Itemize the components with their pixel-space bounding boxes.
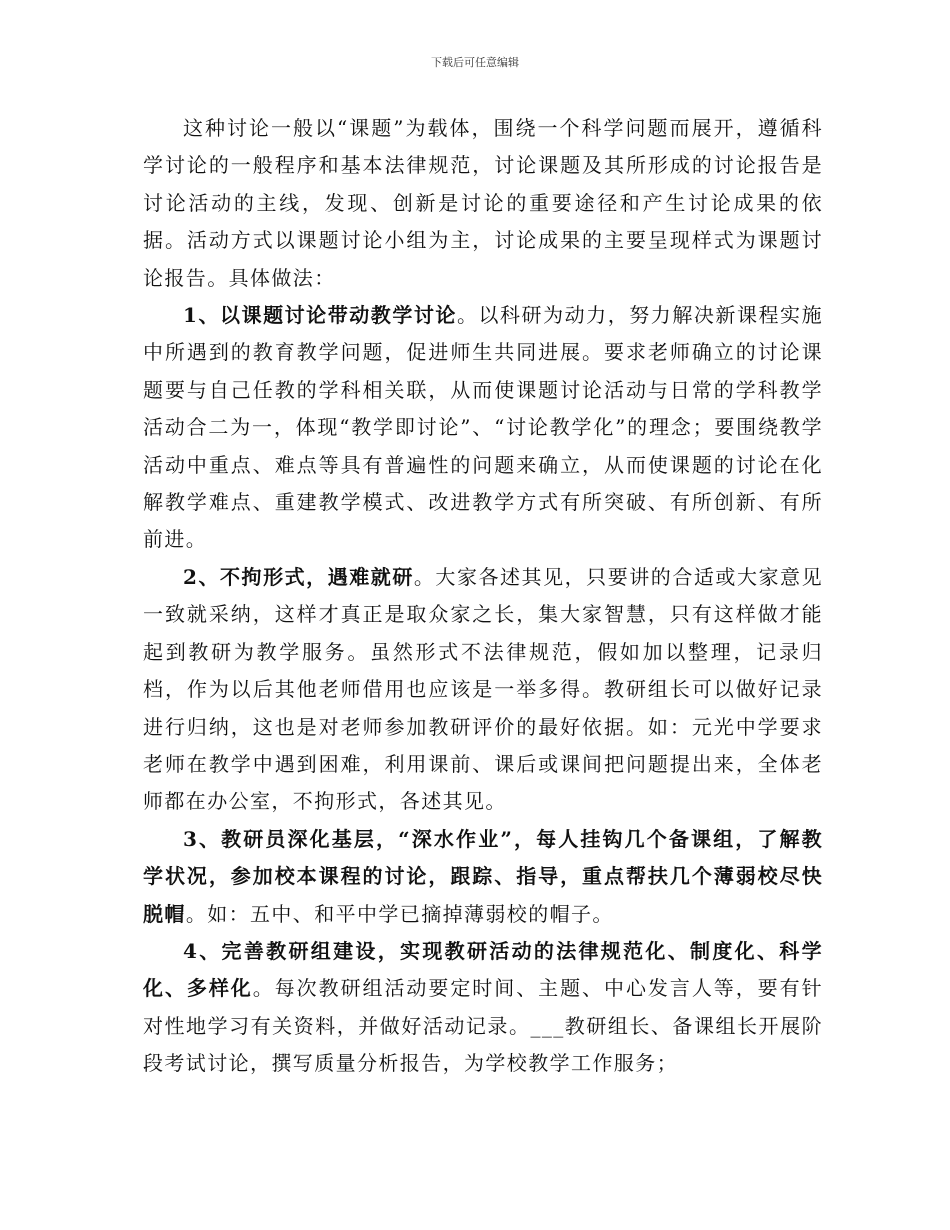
- paragraph-item-3: [143, 821, 823, 933]
- paragraph-text: 。如：五中、和平中学已摘掉薄弱校的帽子。: [185, 901, 614, 926]
- paragraph-lead: 4、完善教研组建设，实现教研活动的法律规范化、制度化、科学化、多样化: [143, 938, 823, 1001]
- paragraph-text: 这种讨论一般以“课题”为载体，围绕一个科学问题而展开，遵循科学讨论的一般程序和基本法律规范，讨论课题及其所形成的讨论报告是讨论活动的主线，发现、创新是讨论的重要途径和产生讨论成果的依据。活动方式以课题讨论小组为主，讨论成果的主要呈现样式为课题讨论报告。具体做法：: [143, 116, 823, 290]
- paragraph-lead: 1、以课题讨论带动教学讨论: [183, 303, 457, 328]
- page-header: 下载后可任意编辑: [431, 56, 519, 69]
- paragraph-intro: [143, 110, 823, 297]
- paragraph-lead: 3、教研员深化基层，“深水作业”，每人挂钩几个备课组，了解教学状况，参加校本课程的讨论，跟踪、指导，重点帮扶几个薄弱校尽快脱帽: [143, 826, 823, 926]
- document-body: [143, 110, 823, 1083]
- paragraph-item-2: [143, 559, 823, 821]
- paragraph-item-1: [143, 297, 823, 559]
- paragraph-text: 。每次教研组活动要定时间、主题、中心发言人等，要有针对性地学习有关资料，并做好活动记录。___教研组长、备课组长开展阶段考试讨论，撰写质量分析报告，为学校教学工作服务；: [143, 976, 823, 1076]
- paragraph-lead: 2、不拘形式，遇难就研: [183, 564, 414, 589]
- paragraph-item-4: [143, 933, 823, 1083]
- paragraph-text: 。大家各述其见，只要讲的合适或大家意见一致就采纳，这样才真正是取众家之长，集大家智慧，只有这样做才能起到教研为教学服务。虽然形式不法律规范，假如加以整理，记录归档，作为以后其他老师借用也应该是一举多得。教研组长可以做好记录进行归纳，这也是对老师参加教研评价的最好依据。如：元光中学要求老师在教学中遇到困难，利用课前、课后或课间把问题提出来，全体老师都在办公室，不拘形式，各述其见。: [143, 564, 823, 814]
- paragraph-text: 。以科研为动力，努力解决新课程实施中所遇到的教育教学问题，促进师生共同进展。要求老师确立的讨论课题要与自己任教的学科相关联，从而使课题讨论活动与日常的学科教学活动合二为一，体现“教学即讨论”、“讨论教学化”的理念；要围绕教学活动中重点、难点等具有普遍性的问题来确立，从而使课题的讨论在化解教学难点、重建教学模式、改进教学方式有所突破、有所创新、有所前进。: [143, 303, 823, 552]
